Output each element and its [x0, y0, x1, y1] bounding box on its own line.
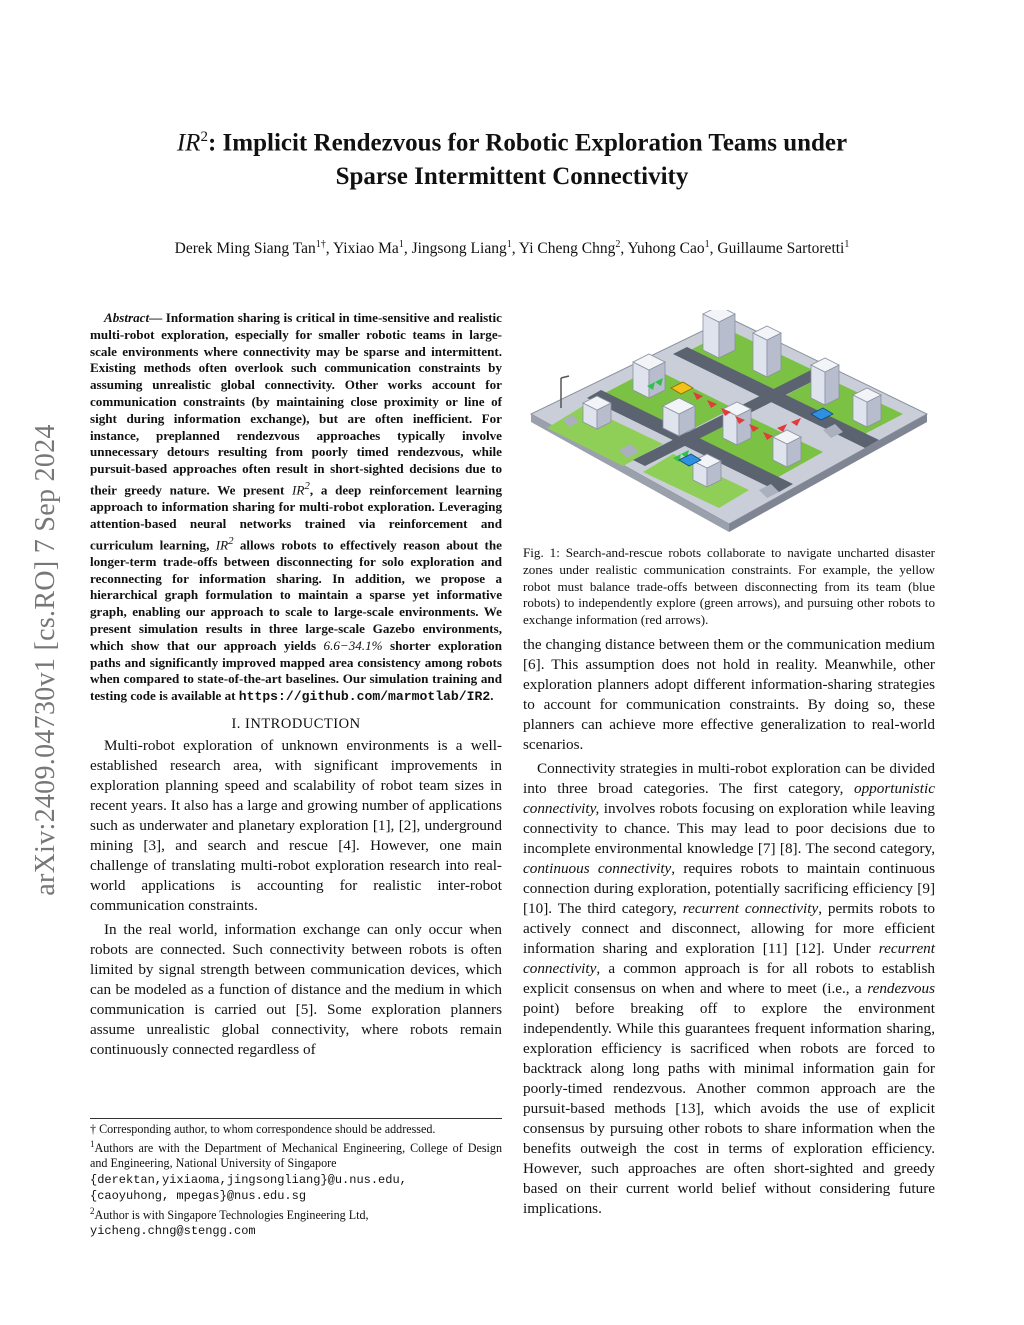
right-column	[523, 310, 935, 1219]
abstract-ir-sup-2: 2	[228, 534, 234, 547]
p2-text-d: , permits robots to actively connect and disconnect, allowing for more efficient information sharing and exploration [11] [12]. Under	[523, 899, 935, 957]
right-paragraph-2	[523, 759, 935, 1219]
intro-paragraph-2: In the real world, information exchange can only occur when robots are connected. Such connectivity between robots is often limited by signal strength between communication devices, which can be modeled as a function of distance and the medium in which communication is carried out [5]. Some exploration planners assume unrealistic global connectivity, where robots remain continuously connected regardless of	[90, 921, 502, 1059]
title-line2: Sparse Intermittent Connectivity	[335, 163, 689, 191]
footnote-mark-1: 1	[90, 1139, 95, 1150]
title-symbol: IR	[176, 129, 201, 157]
author-list: Derek Ming Siang Tan$^{1\dagger}$, Yixiao Ma$^1$, Jingsong Liang$^1$, Yi Cheng Chng$^2$, Yuhong Cao$^1$, Guillaume Sartoretti$^1$	[174, 239, 850, 258]
abstract-text-1: — Information sharing is critical in time-sensitive and realistic multi-robot exploration, especially for smaller robotic teams in large-scale environments where connectivity may be sparse and intermittent. Existing methods often overlook such communication constraints by assuming unrealistic global connectivity. Other works account for communication constraints (by maintaining close proximity or line of sight during information exchange), but are often inefficient. For instance, preplanned rendezvous approaches typically involve unnecessary detours resulting from poorly timed rendezvous, while pursuit-based approaches often result in short-sighted decisions due to their greedy nature. We present	[90, 310, 502, 498]
right-paragraph-1: the changing distance between them or the communication medium [6]. This assumption does not hold in reality. Meanwhile, other exploration planners adopt different information-sharing strategies to account for communication constraints. By doing so, these planners can achieve more effective generalization to real-world scenarios.	[523, 635, 935, 753]
footnote-email-3: yicheng.chng@stengg.com	[90, 1224, 256, 1239]
paper-title	[110, 120, 914, 194]
left-column	[90, 310, 502, 1060]
footnote-email-2: {caoyuhong, mpegas}@nus.edu.sg	[90, 1188, 307, 1203]
figure-city-illustration	[523, 310, 935, 532]
author-name: Yi Cheng Chng	[518, 240, 616, 258]
author-name: Guillaume Sartoretti	[717, 240, 845, 258]
abstract	[90, 310, 502, 706]
code-link[interactable]: https://github.com/marmotlab/IR2	[238, 689, 491, 705]
title-line1: : Implicit Rendezvous for Robotic Exploration Teams under	[207, 129, 848, 157]
abstract-ir-symbol: IR	[292, 482, 305, 498]
author-mark: 2	[615, 239, 621, 250]
author-mark: 1	[398, 239, 404, 250]
abstract-text-4: shorter exploration paths and significantly improved mapped area consistency among robots when compared to state-of-the-art baselines. Our simulation training and testing code is available at	[90, 637, 502, 704]
abstract-text-3: allows robots to effectively reason about the longer-term trade-offs between disconnecting for solo exploration and reconnecting for information sharing. In addition, we propose a hierarchical graph formulation to maintain a sparse yet informative graph, enabling our approach to scale to large-scale environments. We present simulation results in three large-scale Gazebo environments, which show that our approach yields	[90, 537, 502, 653]
p2-emphasis-1: opportunistic connectivity,	[523, 779, 935, 817]
author-mark: 1	[704, 239, 710, 250]
footnote-mark-2: 2	[90, 1206, 95, 1217]
abstract-text-2: , a deep reinforcement learning approach to information sharing for multi-robot exploration. Leveraging attention-based neural networks trained via reinforcement and curriculum learning,	[90, 482, 502, 553]
abstract-label: Abstract	[104, 310, 150, 325]
p2-text-c: , requires robots to maintain continuous connection during exploration, potentially sacrificing efficiency [9] [10]. The third category,	[523, 859, 935, 917]
lamp-arm	[561, 376, 569, 378]
arxiv-identifier	[18, 360, 74, 960]
author-mark: 1	[844, 239, 850, 250]
p2-emphasis-5: rendezvous	[867, 979, 935, 997]
p2-emphasis-3: recurrent connectivity	[682, 899, 819, 917]
author-name: Yuhong Cao	[627, 240, 705, 258]
p2-emphasis-4: recurrent connectivity	[523, 939, 935, 977]
footnote-corresponding: † Corresponding author, to whom correspondence should be addressed.	[90, 1122, 436, 1136]
p2-text-f: point) before breaking off to explore the environment independently. While this guarantees frequent information sharing, exploration efficiency is sacrificed when robots are forced to backtrack along long paths with minimal information gain for poorly-timed rendezvous. Another common approach are the pursuit-based methods [13], which avoids the use of explicit consensus by pursuing other robots to share information when the benefits outweigh the cost in terms of exploration efficiency. However, such approaches are often short-sighted and greedy based on their current world belief without considering future implications.	[523, 999, 935, 1217]
section-heading: I. INTRODUCTION	[231, 716, 361, 733]
author-name: Jingsong Liang	[411, 240, 507, 258]
intro-paragraph-1: Multi-robot exploration of unknown environments is a well-established research area, with significant improvements in exploration planning speed and scalability of robot team sizes in recent years. It also has a large and growing number of applications such as underwater and planetary exploration [1], [2], underground mining [3], and search and rescue [4]. However, one main challenge of translating multi-robot exploration research into real-world applications is accounting for realistic inter-robot communication constraints.	[90, 737, 502, 915]
p2-text-a: Connectivity strategies in multi-robot exploration can be divided into three broad categories. The first category,	[523, 759, 935, 797]
footnote-affiliation-1	[90, 1137, 502, 1204]
figure-caption: Fig. 1: Search-and-rescue robots collaborate to navigate uncharted disaster zones under realistic communication constraints. For example, the yellow robot must balance trade-offs between disconnecting from its team (blue robots) to independently explore (green arrows), and pursuing other robots to exchange information (red arrows).	[523, 545, 935, 628]
footnotes	[90, 1118, 502, 1239]
author-mark: 1†	[315, 239, 326, 250]
introduction-text	[90, 736, 502, 1060]
abstract-ir-symbol-2: IR	[215, 537, 229, 553]
arxiv-identifier-text: arXiv:2409.04730v1 [cs.RO] 7 Sep 2024	[30, 424, 61, 896]
title-superscript: 2	[200, 129, 208, 145]
p2-text-e: , a common approach is for all robots to establish explicit consensus on when and where to meet (i.e., a	[523, 959, 935, 997]
footnote-affiliation-2	[90, 1204, 502, 1239]
abstract-end: .	[490, 688, 494, 704]
author-name: Yixiao Ma	[332, 240, 399, 258]
right-body-text	[523, 635, 935, 1219]
abstract-range: 6.6−34.1%	[323, 637, 383, 653]
footnote-email-1: {derektan,yixiaoma,jingsongliang}@u.nus.edu,	[90, 1172, 407, 1187]
p2-text-b: involves robots focusing on exploration while leaving connectivity to chance. This may lead to poor decisions due to incomplete environmental knowledge [7] [8]. The second category,	[523, 799, 935, 857]
footnote-affiliation-2-text: Author is with Singapore Technologies Engineering Ltd,	[94, 1208, 369, 1223]
abstract-ir-sup: 2	[304, 479, 310, 492]
footnote-affiliation-1-text: Authors are with the Department of Mechanical Engineering, College of Design and Engineering, National University of Singapore	[90, 1141, 502, 1171]
author-mark: 1	[506, 239, 512, 250]
author-name: Derek Ming Siang Tan	[174, 240, 316, 258]
p2-emphasis-2: continuous connectivity	[523, 859, 672, 877]
